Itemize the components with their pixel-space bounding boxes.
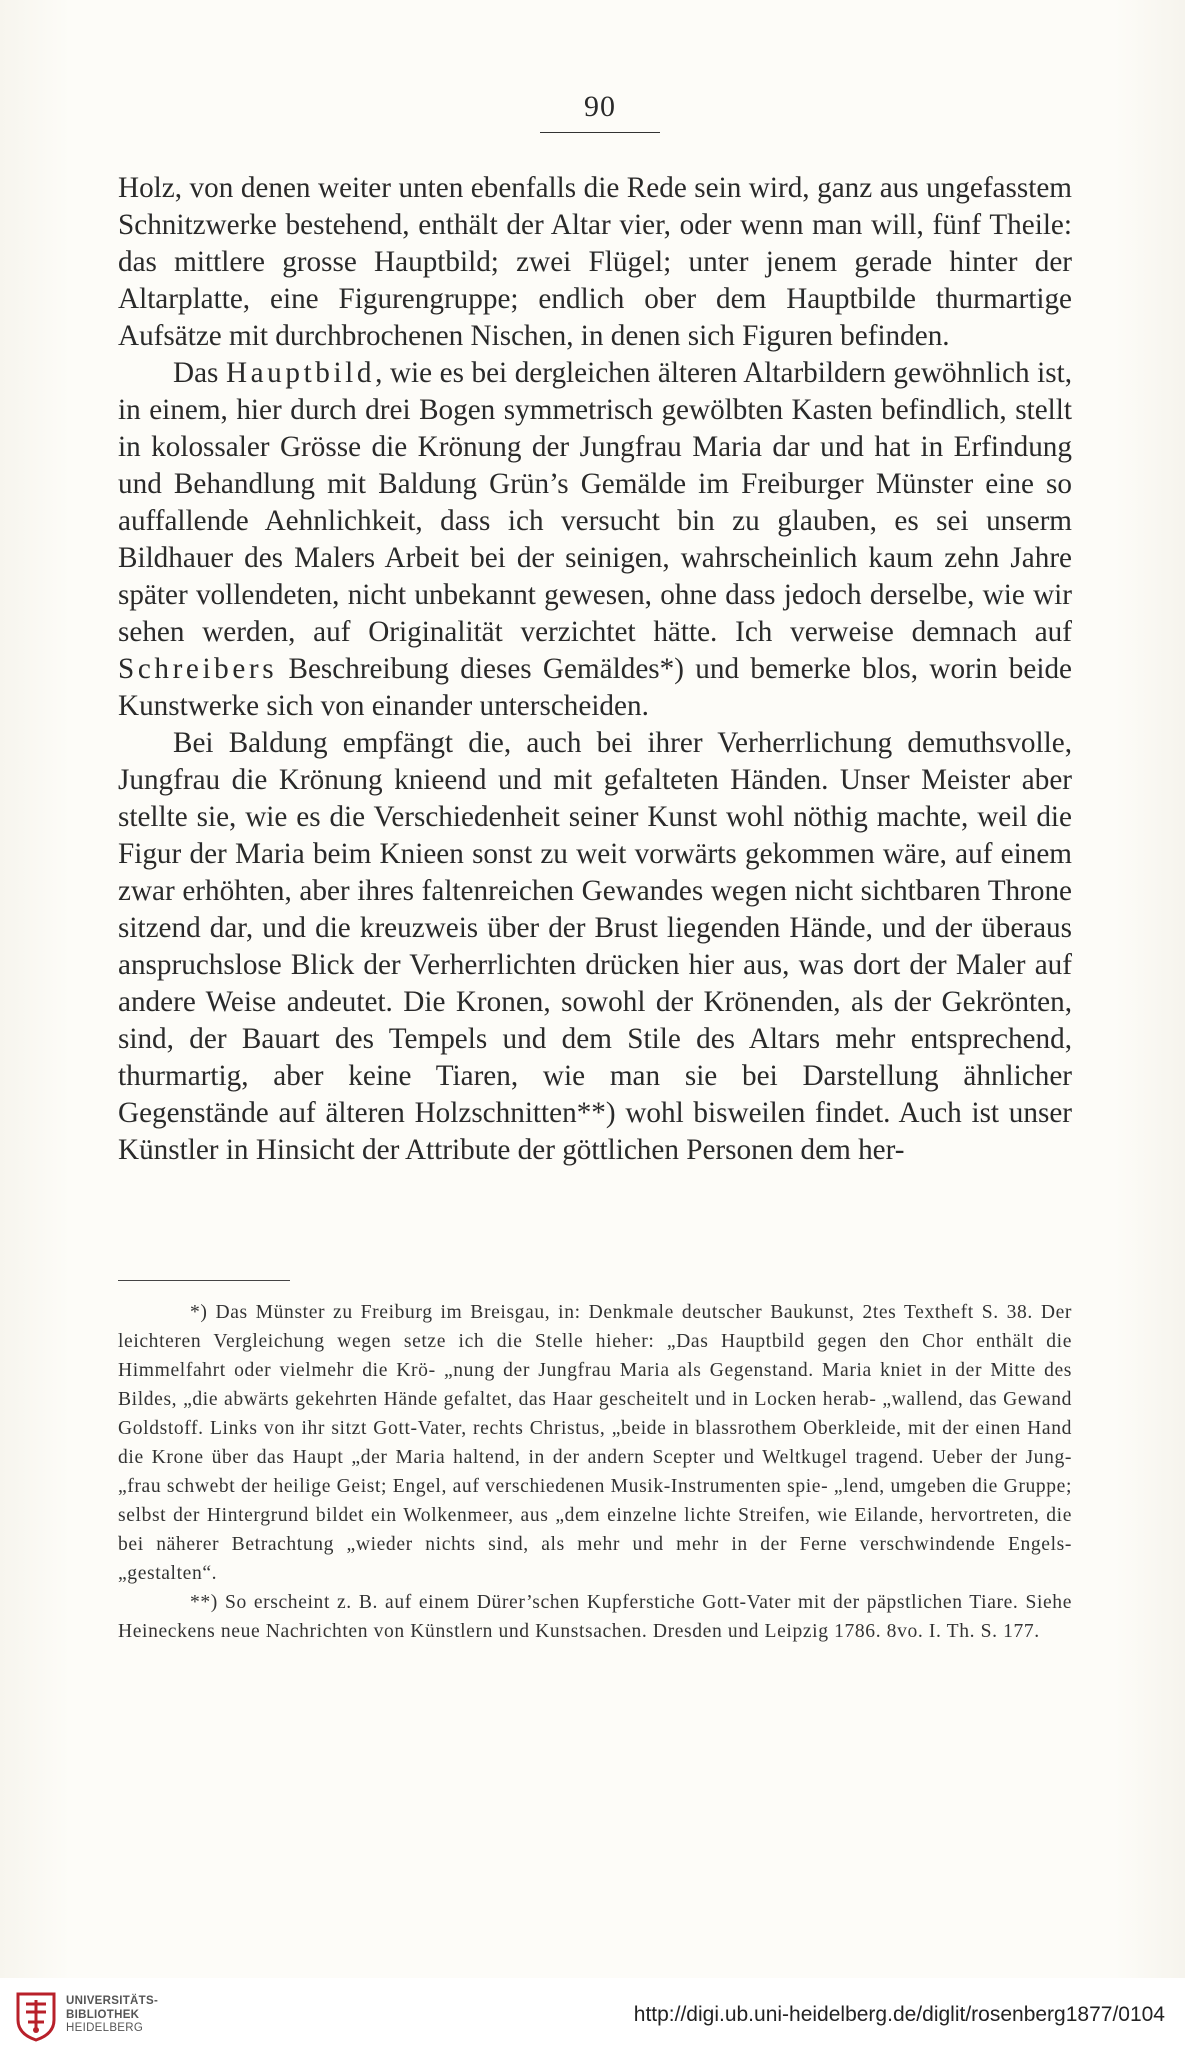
library-line-1: UNIVERSITÄTS- bbox=[66, 1995, 159, 2007]
paragraph-3: Bei Baldung empfängt die, auch bei ihrer Verherrlichung demuthsvolle, Jungfrau die Krönung knieend und mit gefalteten Händen. Unser Meister aber stellte sie, wie es die Verschiedenheit seiner Kunst wohl nöthig machte, weil die Figur der Maria beim Knieen sonst zu weit vorwärts gekommen wäre, auf einem zwar erhöhten, aber ihres faltenreichen Gewandes wegen nicht sichtbaren Throne sitzend dar, und die kreuzweis über der Brust liegenden Hände, und der überaus anspruchslose Blick der Verherrlichten drücken hier aus, was dort der Maler auf andere Weise andeutet. Die Kronen, sowohl der Krönenden, als der Gekrönten, sind, der Bauart des Tempels und dem Stile des Altars mehr entsprechend, thurmartig, aber keine Tiaren, wie man sie bei Darstellung ähnlicher Gegenstände auf älteren Holzschnitten**) wohl bisweilen findet. Auch ist unser Künstler in Hinsicht der Attribute der göttlichen Personen dem her- bbox=[118, 727, 1072, 1166]
university-seal-icon bbox=[14, 1990, 58, 2042]
paragraph-2-text: Das bbox=[173, 357, 226, 389]
footnote-2: **) So erscheint z. B. auf einem Dürer’schen Kupferstiche Gott-Vater mit der päpstlichen Tiare. Siehe Heineckens neue Nachrichten von Künstlern und Kunstsachen. Dresden und Leipzig 1786. 8vo. I. Th. S. 177. bbox=[118, 1592, 1072, 1642]
spaced-term-hauptbild: Hauptbild bbox=[225, 357, 376, 389]
paragraph-2 bbox=[118, 355, 1072, 725]
main-text bbox=[118, 170, 1072, 1169]
library-name bbox=[66, 1995, 158, 2036]
footnotes bbox=[118, 1298, 1072, 1646]
paragraph-1: Holz, von denen weiter unten ebenfalls die Rede sein wird, ganz aus ungefasstem Schnitzwerke bestehend, enthält der Altar vier, oder wenn man will, fünf Theile: das mittlere grosse Hauptbild; zwei Flügel; unter jenem gerade hinter der Altarplatte, eine Figurengruppe; endlich ober dem Hauptbilde thurmartige Aufsätze mit durchbrochenen Nischen, in denen sich Figuren befinden. bbox=[118, 172, 1072, 352]
footnote-1: *) Das Münster zu Freiburg im Breisgau, in: Denkmale deutscher Baukunst, 2tes Textheft S. 38. Der leichteren Vergleichung wegen setze ich die Stelle hieher: „Das Hauptbild gegen den Chor enthält die Himmelfahrt oder vielmehr die Krö- „nung der Jungfrau Maria als Gegenstand. Maria kniet in der Mitte des Bildes, „die abwärts gekehrten Hände gefaltet, das Haar gescheitelt und in Locken herab- „wallend, das Gewand Goldstoff. Links von ihr sitzt Gott-Vater, rechts Christus, „beide in blassrothem Oberkleide, mit der einen Hand die Krone über das Haupt „der Maria haltend, in der andern Scepter und Weltkugel tragend. Ueber der Jung- „frau schwebt der heilige Geist; Engel, auf verschiedenen Musik-Instrumenten spie- „lend, umgeben die Gruppe; selbst der Hintergrund bildet ein Wolkenmeer, aus „dem einzelne lichte Streifen, wie Eilande, hervortreten, die bei näherer Betrachtung „wieder nichts sind, als mehr und mehr in der Ferne verschwindende Engels- „gestalten“. bbox=[118, 1302, 1072, 1584]
paragraph-2-text: , wie es bei dergleichen älteren Altarbildern gewöhnlich ist, in einem, hier durch drei Bogen symmetrisch gewölbten Kasten befindlich, stellt in kolossaler Grösse die Krönung der Jungfrau Maria dar und hat in Erfindung und Behandlung mit Baldung Grün’s Gemälde im Freiburger Münster eine so auffallende Aehnlichkeit, dass ich versucht bin zu glauben, es sei unserm Bildhauer des Malers Arbeit bei der seinigen, wahrscheinlich kaum zehn Jahre später vollendeten, nicht unbekannt gewesen, ohne dass jedoch derselbe, wie wir sehen werden, auf Originalität verzichtet hätte. Ich verweise demnach auf bbox=[118, 357, 1072, 648]
paragraph-2-text: Beschreibung dieses Gemäldes*) und bemerke blos, worin beide Kunstwerke sich von einander unterscheiden. bbox=[118, 653, 1072, 722]
library-line-2: BIBLIOTHEK bbox=[66, 2008, 140, 2021]
source-url[interactable]: http://digi.ub.uni-heidelberg.de/diglit/rosenberg1877/0104 bbox=[633, 2003, 1165, 2026]
footnote-rule bbox=[118, 1280, 290, 1281]
page-number: 90 bbox=[584, 90, 616, 123]
library-line-3: HEIDELBERG bbox=[66, 2022, 144, 2034]
spaced-name-schreibers: Schreibers bbox=[118, 653, 278, 685]
page-number-rule bbox=[540, 132, 660, 133]
